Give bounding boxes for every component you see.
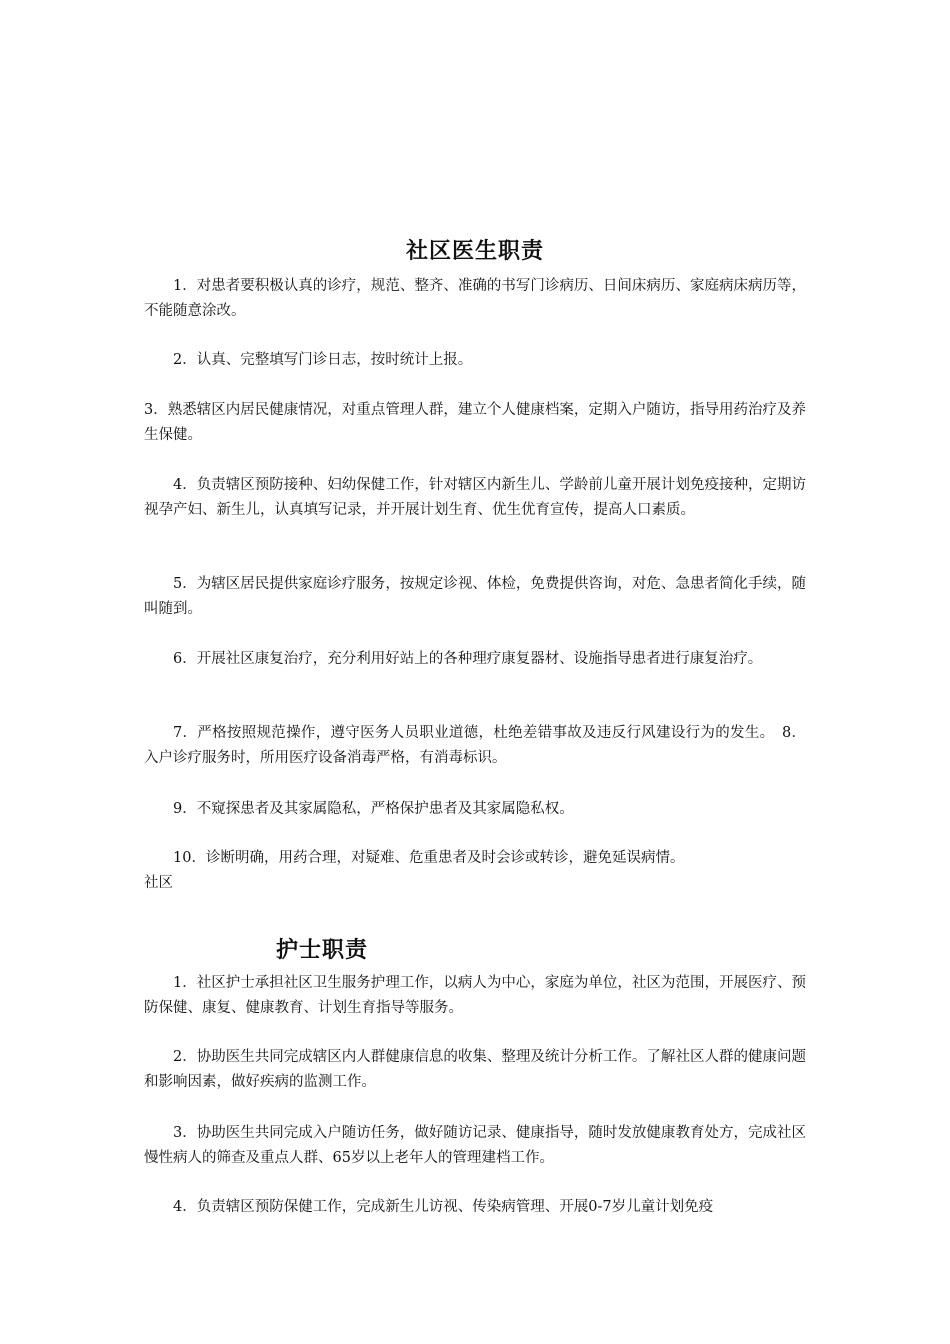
doctor-item-6: 6．开展社区康复治疗，充分利用好站上的各种理疗康复器材、设施指导患者进行康复治疗。	[173, 651, 763, 667]
doctor-trailing-text: 社区	[144, 875, 173, 891]
doctor-item-4: 4．负责辖区预防接种、妇幼保健工作，针对辖区内新生儿、学龄前儿童开展计划免疫接种，定期访视孕产妇、新生儿，认真填写记录，并开展计划生育、优生优育宣传，提高人口素质。	[144, 477, 806, 518]
nurse-item-3: 3．协助医生共同完成入户随访任务，做好随访记录、健康指导，随时发放健康教育处方，完成社区慢性病人的筛查及重点人群、65岁以上老年人的管理建档工作。	[144, 1125, 806, 1166]
doctor-item-7-8: 7．严格按照规范操作，遵守医务人员职业道德，杜绝差错事故及违反行风建设行为的发生。 8．入户诊疗服务时，所用医疗设备消毒严格，有消毒标识。	[144, 725, 806, 766]
nurse-item-2: 2．协助医生共同完成辖区内人群健康信息的收集、整理及统计分析工作。了解社区人群的健康问题和影响因素，做好疾病的监测工作。	[144, 1049, 806, 1090]
doctor-item-5: 5．为辖区居民提供家庭诊疗服务，按规定诊视、体检，免费提供咨询，对危、急患者简化手续，随叫随到。	[144, 576, 806, 617]
nurse-item-4: 4．负责辖区预防保健工作，完成新生儿访视、传染病管理、开展0-7岁儿童计划免疫	[173, 1199, 714, 1215]
doctor-section-title: 社区医生职责	[405, 238, 544, 264]
doctor-item-2: 2．认真、完整填写门诊日志，按时统计上报。	[173, 352, 473, 368]
nurse-section-title: 护士职责	[276, 937, 369, 963]
doctor-item-3: 3．熟悉辖区内居民健康情况，对重点管理人群，建立个人健康档案，定期入户随访，指导用药治疗及养生保健。	[144, 402, 806, 443]
nurse-item-1: 1．社区护士承担社区卫生服务护理工作，以病人为中心，家庭为单位，社区为范围，开展医疗、预防保健、康复、健康教育、计划生育指导等服务。	[144, 975, 806, 1016]
doctor-item-9: 9．不窥探患者及其家属隐私，严格保护患者及其家属隐私权。	[173, 801, 574, 817]
doctor-item-10: 10．诊断明确，用药合理，对疑难、危重患者及时会诊或转诊，避免延误病情。	[173, 850, 685, 866]
doctor-item-1: 1．对患者要积极认真的诊疗，规范、整齐、准确的书写门诊病历、日间床病历、家庭病床病历等，不能随意涂改。	[144, 278, 806, 319]
